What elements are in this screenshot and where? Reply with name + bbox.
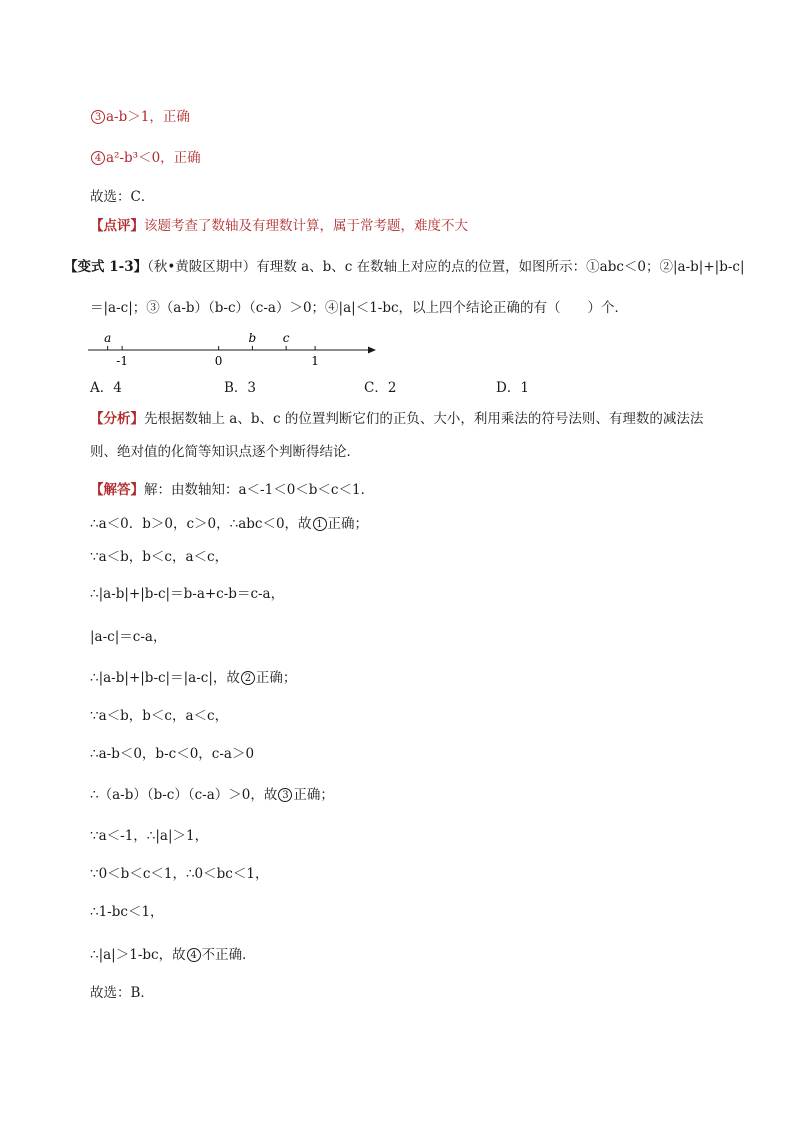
step-text: ∵a＜b，b＜c，a＜c， bbox=[90, 549, 229, 565]
step-text: ∴a-b＜0，b-c＜0，c-a＞0 bbox=[90, 746, 255, 762]
solution-step bbox=[90, 945, 256, 965]
step-text: ∵a＜b，b＜c，a＜c， bbox=[90, 708, 229, 724]
solution-step bbox=[90, 826, 208, 846]
solution-step bbox=[90, 744, 254, 764]
circled-number: 3 bbox=[91, 110, 105, 124]
choice-c: C．2 bbox=[364, 380, 397, 396]
solution-step bbox=[90, 785, 334, 805]
solution-answer: 故选：B． bbox=[90, 985, 154, 1001]
item3-line bbox=[90, 107, 190, 127]
analysis-line-1 bbox=[90, 409, 703, 429]
solution-step bbox=[90, 584, 284, 604]
point-label-a: a bbox=[104, 331, 112, 345]
solution-step bbox=[90, 668, 296, 688]
solution-step bbox=[90, 547, 228, 567]
problem-line-1 bbox=[64, 257, 745, 277]
choice-d: D．1 bbox=[496, 380, 529, 396]
circled-number: 3 bbox=[278, 788, 292, 802]
circled-number: 4 bbox=[91, 151, 105, 165]
circled-number: 1 bbox=[313, 517, 327, 531]
solution-step bbox=[90, 902, 164, 922]
solution-step bbox=[90, 514, 368, 534]
tick-label: 1 bbox=[311, 354, 319, 368]
step-conclusion: 正确； bbox=[293, 787, 334, 803]
analysis-tag: 【分析】 bbox=[90, 411, 144, 427]
axis-arrow bbox=[368, 347, 376, 354]
step-text: ∴|a|＞1-bc，故 bbox=[90, 947, 186, 963]
point-label-b: b bbox=[248, 331, 257, 345]
point-label-c: c bbox=[282, 331, 290, 345]
analysis-line-2: 则、绝对值的化简等知识点逐个判断得结论． bbox=[90, 444, 360, 460]
step-text: ∵a＜-1，∴|a|＞1， bbox=[90, 828, 209, 844]
problem-text-1: （秋•黄陂区期中）有理数 a、b、c 在数轴上对应的点的位置，如图所示：①abc＜0；②|a-b|+|b-c| bbox=[147, 259, 745, 275]
choice-b: B．3 bbox=[224, 380, 257, 396]
step-text: |a-c|＝c-a， bbox=[90, 629, 167, 645]
solution-step bbox=[90, 706, 228, 726]
item4-line bbox=[90, 148, 201, 168]
comment-tag: 【点评】 bbox=[90, 218, 144, 234]
prev-answer: 故选：C． bbox=[90, 189, 155, 205]
solution-step bbox=[90, 864, 268, 884]
circled-number: 2 bbox=[241, 671, 255, 685]
item3-text: a-b＞1，正确 bbox=[106, 109, 190, 125]
problem-tag: 【变式 1-3】 bbox=[64, 259, 148, 275]
choice-a: A．4 bbox=[90, 380, 122, 396]
step-text: ∴a＜0．b＞0，c＞0，∴abc＜0，故 bbox=[90, 516, 312, 532]
solution-intro: 解：由数轴知：a＜-1＜0＜b＜c＜1． bbox=[144, 482, 375, 498]
step-text: ∵0＜b＜c＜1，∴0＜bc＜1， bbox=[90, 866, 269, 882]
tick-label: 0 bbox=[214, 354, 223, 368]
comment-line bbox=[90, 216, 468, 236]
step-text: ∴|a-b|+|b-c|＝b-a+c-b＝c-a， bbox=[90, 586, 285, 602]
number-line-figure bbox=[88, 330, 388, 370]
item4-text: a²-b³＜0，正确 bbox=[106, 150, 201, 166]
solution-intro-line bbox=[90, 480, 374, 500]
step-text: ∴|a-b|+|b-c|＝|a-c|，故 bbox=[90, 670, 240, 686]
step-conclusion: 不正确． bbox=[201, 947, 256, 963]
step-text: ∴（a-b）（b-c）（c-a）＞0，故 bbox=[90, 787, 278, 803]
solution-tag: 【解答】 bbox=[90, 482, 144, 498]
tick-label: -1 bbox=[116, 354, 128, 368]
step-conclusion: 正确； bbox=[327, 516, 369, 532]
problem-line-2: ＝|a-c|；③（a-b）（b-c）（c-a）＞0；④|a|＜1-bc，以上四个结论正确的有（ ）个． bbox=[90, 300, 629, 316]
comment-text: 该题考查了数轴及有理数计算，属于常考题，难度不大 bbox=[144, 218, 468, 234]
step-conclusion: 正确； bbox=[255, 670, 297, 686]
step-text: ∴1-bc＜1， bbox=[90, 904, 164, 920]
analysis-text-1: 先根据数轴上 a、b、c 的位置判断它们的正负、大小，利用乘法的符号法则、有理数的减法法 bbox=[144, 411, 704, 427]
solution-step bbox=[90, 627, 166, 647]
circled-number: 4 bbox=[187, 948, 201, 962]
